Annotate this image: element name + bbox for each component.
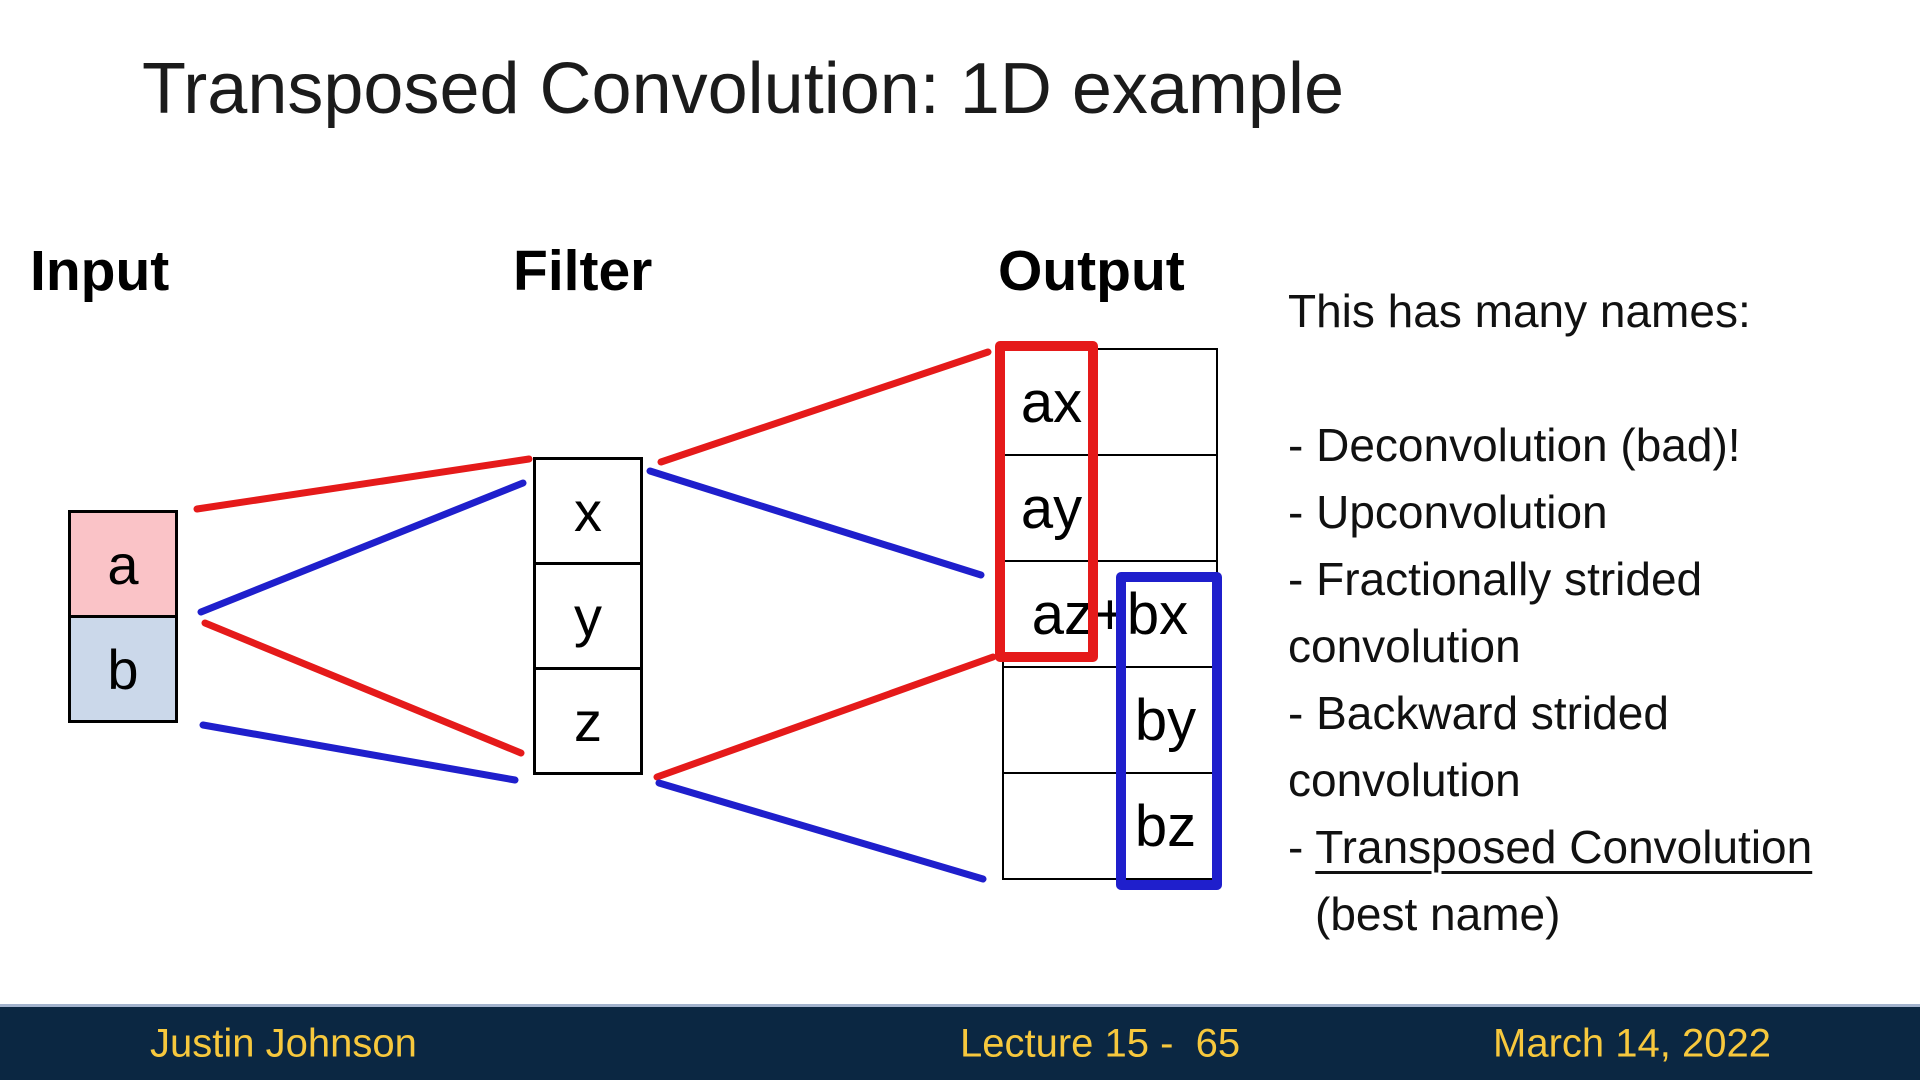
line-b-to-filter-bottom-blue [203,725,515,780]
names-item-upconvolution: - Upconvolution [1288,486,1608,538]
line-filter-to-output-ax-red [661,352,988,462]
output-value-bz: bz [1134,793,1197,859]
input-label: Input [30,239,170,303]
names-heading: This has many names: [1288,285,1751,337]
filter-label: Filter [513,239,653,303]
footer-lecture: Lecture 15 - 65 [960,1021,1241,1065]
names-item-transposed-prefix: - [1288,821,1316,873]
names-item-deconvolution: - Deconvolution (bad)! [1288,419,1741,471]
footer-date: March 14, 2022 [1493,1021,1771,1065]
line-filter-to-output-bz-blue [659,783,983,879]
filter-cell-y: y [533,562,643,670]
line-filter-to-output-bx-blue [650,471,981,575]
footer-bar [0,1004,1920,1080]
line-filter-to-output-az-red [657,657,993,777]
names-item-fractionally-strided: - Fractionally strided convolution [1288,553,1703,672]
line-a-to-filter-bottom-red [205,623,521,753]
red-highlight-box [995,341,1098,662]
names-item-transposed [1288,814,1894,948]
output-value-by: by [1134,687,1197,753]
slide-title: Transposed Convolution: 1D example [142,49,1344,129]
filter-column [533,457,643,775]
names-spacer [1288,345,1894,412]
names-item-best-name: (best name) [1315,888,1561,940]
input-cell-a: a [68,510,178,618]
input-column [68,510,178,723]
output-value-azbx: az+bx [1031,581,1189,647]
output-value-ay: ay [1020,475,1083,541]
line-a-to-filter-top-red [197,459,529,509]
filter-cell-x: x [533,457,643,565]
blue-highlight-box [1116,572,1222,890]
line-b-to-filter-top-blue [201,483,523,612]
input-cell-b: b [68,615,178,723]
output-value-ax: ax [1020,369,1083,435]
names-item-transposed-text: Transposed Convolution [1315,821,1813,873]
footer-author: Justin Johnson [150,1021,417,1065]
names-item-backward-strided: - Backward strided convolution [1288,687,1669,806]
names-block [1288,278,1894,948]
filter-cell-z: z [533,667,643,775]
output-label: Output [998,239,1185,303]
